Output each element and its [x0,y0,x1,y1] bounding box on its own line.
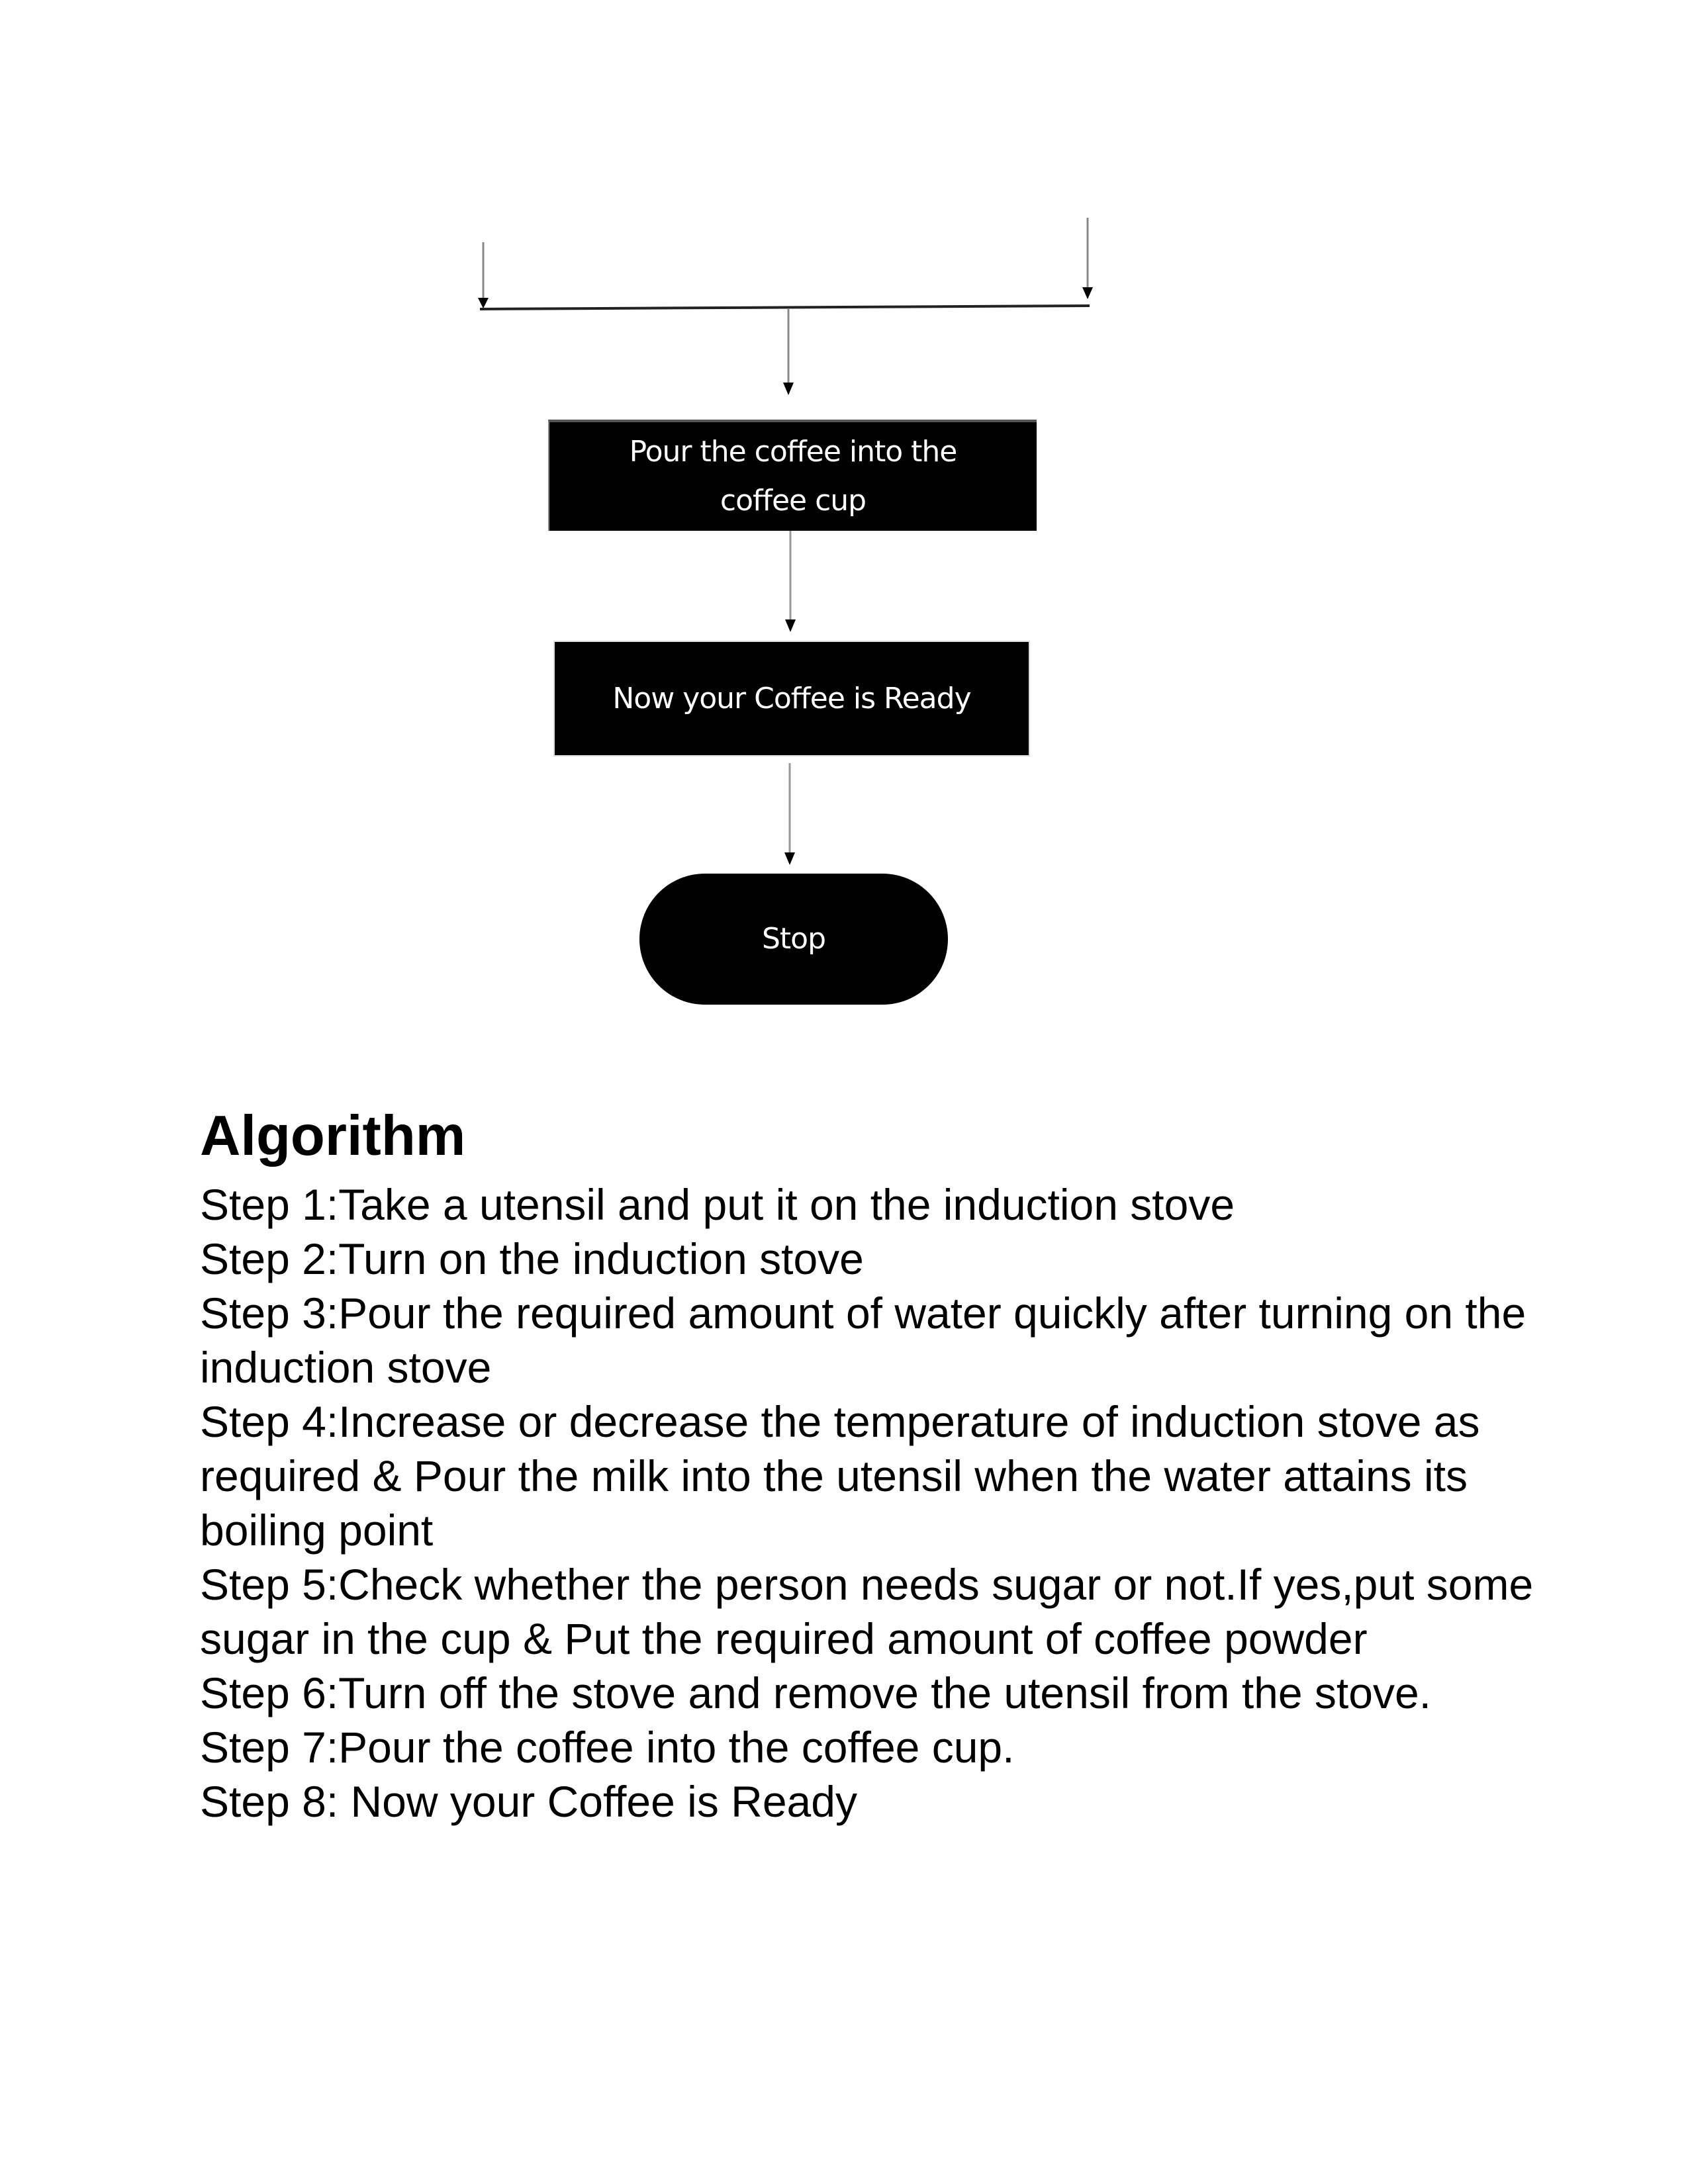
step-line: Step 2:Turn on the induction stove [200,1234,864,1283]
node-label: Stop [761,922,826,956]
arrow-pour-to-ready [785,531,796,632]
process-node-pour-coffee [548,420,1037,531]
step-line: Step 7:Pour the coffee into the coffee cup. [200,1723,1015,1772]
algorithm-heading: Algorithm [200,1105,466,1167]
step-line: Step 5:Check whether the person needs sugar or not.If yes,put some [200,1560,1534,1609]
step-line: Step 8: Now your Coffee is Ready [200,1777,857,1826]
node-label-line: Pour the coffee into the [629,435,957,469]
step-line-continuation: sugar in the cup & Put the required amount of coffee powder [200,1614,1368,1663]
algorithm-steps [200,1177,1534,1829]
step-line-continuation: required & Pour the milk into the utensil when the water attains its [200,1451,1468,1500]
step-line: Step 4:Increase or decrease the temperature of induction stove as [200,1397,1480,1446]
algorithm-section [200,1100,1534,1829]
merge-line [480,306,1090,309]
node-label-line: coffee cup [720,484,867,518]
flowchart [0,0,1688,1059]
terminator-node-stop [639,874,948,1005]
arrow-incoming-right [1082,218,1093,299]
node-label: Now your Coffee is Ready [612,681,971,715]
arrow-merge-to-pour [783,309,794,395]
step-line: Step 3:Pour the required amount of water quickly after turning on the [200,1289,1526,1338]
arrow-ready-to-stop [784,763,795,865]
step-line: Step 6:Turn off the stove and remove the utensil from the stove. [200,1668,1432,1717]
arrow-incoming-left [478,242,489,308]
step-line-continuation: boiling point [200,1506,434,1555]
step-line: Step 1:Take a utensil and put it on the induction stove [200,1180,1235,1229]
process-node-coffee-ready [553,641,1030,756]
step-line-continuation: induction stove [200,1343,492,1392]
